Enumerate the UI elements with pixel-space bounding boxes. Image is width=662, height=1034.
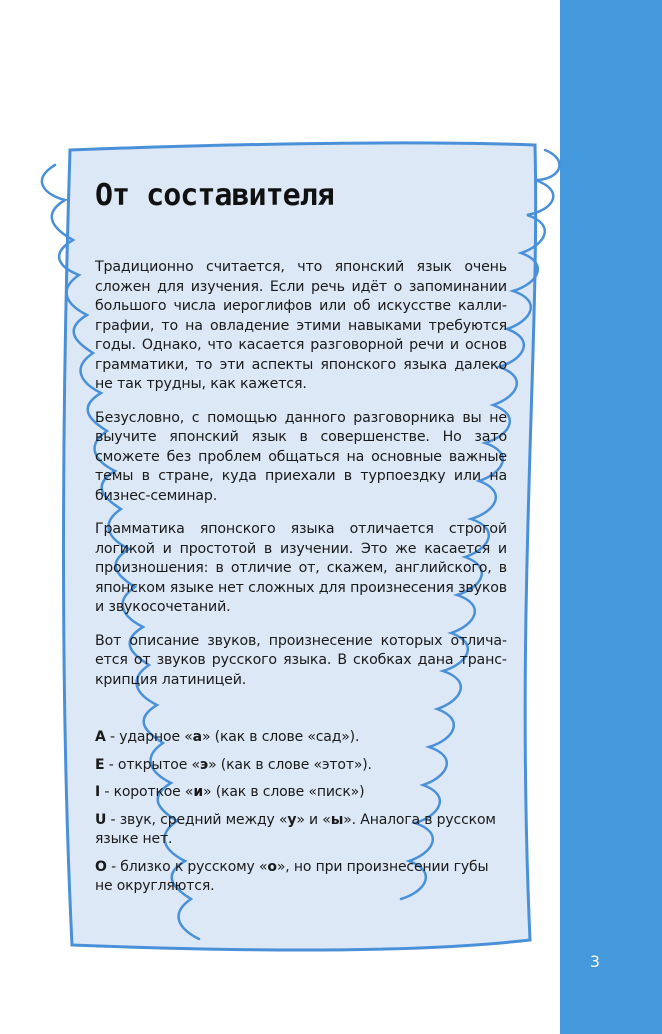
sound-item-u — [95, 811, 507, 850]
sound-highlight: у — [287, 811, 297, 828]
sound-text: - близко к русскому « — [106, 858, 268, 875]
sound-text: » (как в слове «этот»). — [208, 756, 372, 773]
sound-item-a — [95, 728, 507, 748]
sounds-list — [95, 728, 507, 897]
sound-text: - открытое « — [104, 756, 200, 773]
content-area — [95, 178, 507, 905]
sound-text: - ударное « — [105, 729, 193, 745]
paragraph: Грамматика японского языка отличается строгой логикой и простотой в изучении. Это же касается и произношения: в отличие от, скажем, английского, в японском языке нет сложных для произнесения звуков и звукосочетаний. — [95, 521, 507, 615]
sound-highlight: ы — [330, 811, 344, 828]
sound-text: » и « — [296, 811, 331, 828]
sound-highlight: э — [199, 756, 209, 773]
sound-highlight: а — [192, 729, 202, 745]
page-number: 3 — [589, 952, 601, 971]
sound-highlight: о — [267, 858, 277, 875]
sound-text: », но при произнесении губы не округляются. — [95, 858, 489, 894]
sound-text: ». Аналога в русском языке нет. — [95, 811, 496, 847]
sound-letter: A — [95, 729, 106, 745]
sound-item-e — [95, 756, 507, 776]
sound-letter: I — [95, 784, 101, 800]
sound-letter: U — [95, 811, 107, 828]
paragraph: Традиционно считается, что японский язык очень сложен для изучения. Если речь идёт о запоминании большого числа иероглифов или об искусстве каллиграфии, то на овладение этими навыками требуются годы. Однако, что касается разговорной речи и основ грамматики, то эти аспекты японского языка далеко не так трудны, как кажется. — [95, 259, 507, 392]
sound-letter: O — [95, 858, 107, 875]
paragraph: Вот описание звуков, произнесение которых отличается от звуков русского языка. В скобках дана транскрипция латиницей. — [95, 632, 507, 688]
sound-text: » (как в слове «писк») — [203, 784, 365, 800]
sound-item-i — [95, 783, 507, 803]
sound-text: » (как в слове «сад»). — [201, 729, 360, 745]
paragraph: Безусловно, с помощью данного разговорника вы не выучите японский язык в совершенстве. Но зато сможете без проблем общаться на основные важные темы в стране, куда приехали в турпоездку или на бизнес-семинар. — [95, 409, 507, 504]
sound-highlight: и — [193, 784, 204, 800]
sound-letter: E — [95, 756, 105, 773]
sound-text: - короткое « — [100, 784, 194, 800]
sound-text: - звук, средний между « — [106, 811, 288, 828]
sound-item-o — [95, 858, 507, 897]
page-title: От составителя — [95, 178, 334, 213]
